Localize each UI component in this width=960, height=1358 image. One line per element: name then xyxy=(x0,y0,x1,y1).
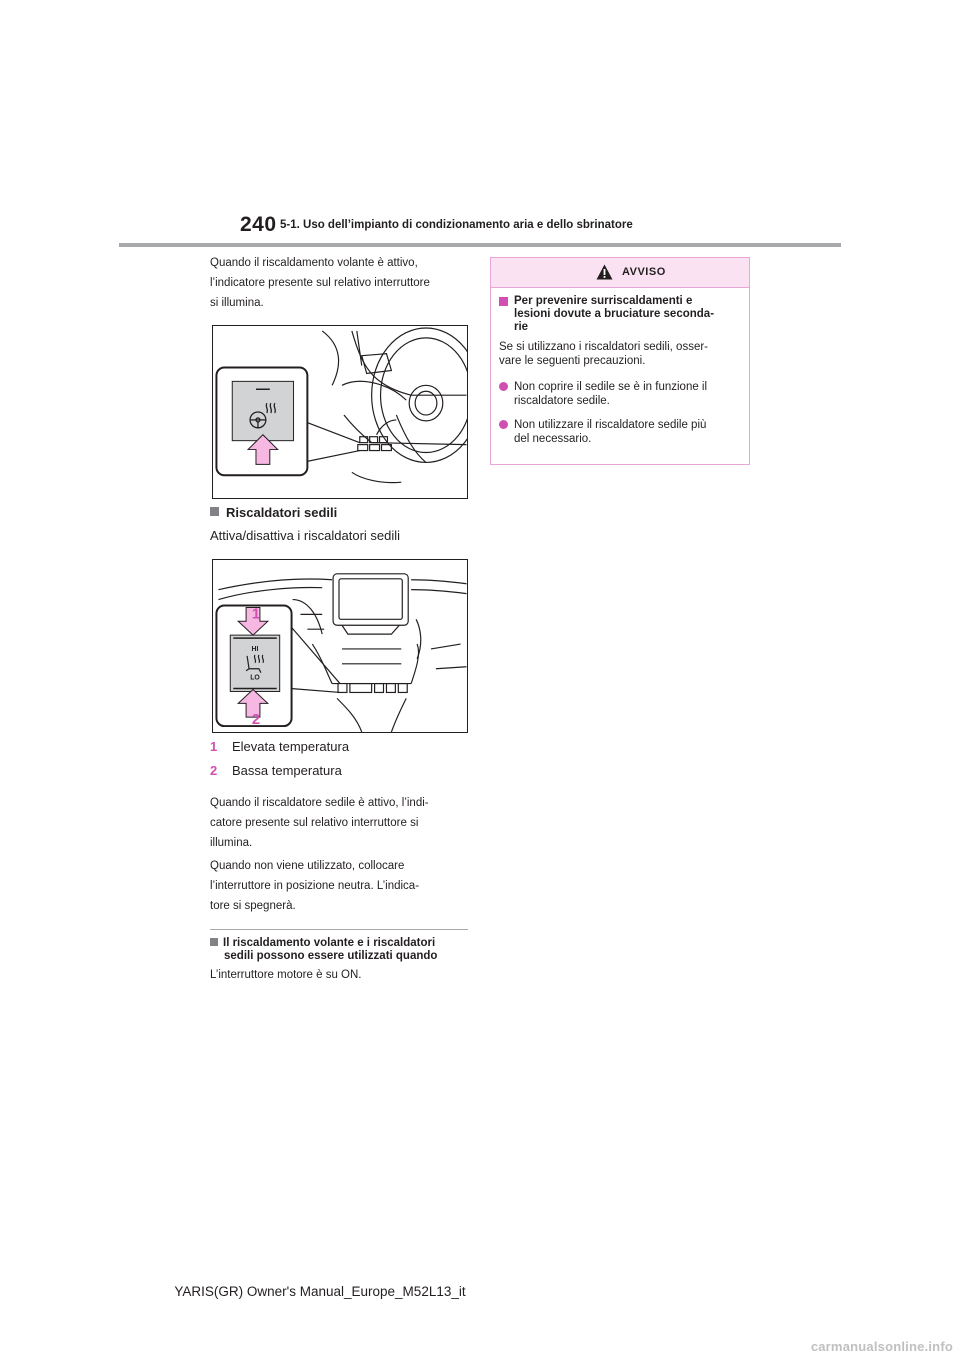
header-rule xyxy=(119,243,841,247)
warning-bullet-line: riscaldatore sedile. xyxy=(514,395,610,407)
warning-triangle-icon xyxy=(596,264,613,280)
seat-heaters-description: Attiva/disattiva i riscaldatori sedili xyxy=(210,528,401,543)
warning-bullet-line: Non utilizzare il riscaldatore sedile più xyxy=(514,419,707,431)
footer-manual-name xyxy=(0,1284,640,1299)
warning-heading-line: Per prevenire surriscaldamenti e xyxy=(514,295,693,307)
warning-heading-line: lesioni dovute a bruciature seconda- xyxy=(514,308,715,320)
square-bullet-icon xyxy=(499,297,508,306)
intro-paragraph xyxy=(210,253,470,313)
paragraph-line: catore presente sul relativo interruttore si xyxy=(210,817,419,829)
intro-line: si illumina. xyxy=(210,297,264,309)
item-text: Elevata temperatura xyxy=(232,739,350,754)
section-title: 5-1. Uso dell’impianto di condizionamento aria e dello sbrinatore xyxy=(280,219,633,231)
paragraph-line: l’interruttore in posizione neutra. L’indica- xyxy=(210,880,420,892)
seat-heater-figure xyxy=(212,559,468,733)
page-number: 240 xyxy=(240,213,277,236)
intro-line: l’indicatore presente sul relativo interruttore xyxy=(210,277,430,289)
warning-intro xyxy=(499,340,742,368)
lo-label: LO xyxy=(250,674,260,682)
hi-label: HI xyxy=(251,645,259,653)
warning-heading xyxy=(499,295,742,334)
note-heading xyxy=(210,937,472,963)
paragraph-line: Quando il riscaldatore sedile è attivo, l’indi- xyxy=(210,797,429,809)
warning-bullet xyxy=(499,418,742,446)
round-bullet-icon xyxy=(499,382,508,391)
note-description: L’interruttore motore è su ON. xyxy=(210,969,362,981)
watermark: carmanualsonline.info xyxy=(810,1339,953,1354)
warning-intro-line: Se si utilizzano i riscaldatori sedili, osser- xyxy=(499,341,708,353)
steering-heater-illustration xyxy=(213,326,467,498)
seat-heaters-heading-text: Riscaldatori sedili xyxy=(226,505,338,520)
warning-header xyxy=(491,258,749,288)
neutral-position-paragraph xyxy=(210,856,470,916)
warning-intro-line: vare le seguenti precauzioni. xyxy=(499,355,646,367)
item-number: 1 xyxy=(210,739,218,754)
warning-box xyxy=(490,257,750,465)
seat-indicator-paragraph xyxy=(210,793,470,853)
manual-name: YARIS(GR) Owner's Manual_Europe_M52L13_it xyxy=(174,1284,466,1299)
intro-line: Quando il riscaldamento volante è attivo, xyxy=(210,257,418,269)
seat-heaters-heading xyxy=(210,505,337,520)
section-divider xyxy=(210,929,468,930)
warning-bullet-line: del necessario. xyxy=(514,433,592,445)
warning-heading-line: rie xyxy=(514,321,529,333)
item-number: 2 xyxy=(210,763,218,778)
round-bullet-icon xyxy=(499,420,508,429)
warning-bullet-line: Non coprire il sedile se è in funzione il xyxy=(514,381,708,393)
warning-heading-text xyxy=(514,295,714,334)
list-item xyxy=(210,763,342,778)
note-heading-line: Il riscaldamento volante e i riscaldatori xyxy=(223,937,436,949)
callout-label-2: 2 xyxy=(251,712,261,729)
paragraph-line: illumina. xyxy=(210,837,253,849)
paragraph-line: Quando non viene utilizzato, collocare xyxy=(210,860,405,872)
callout-label-1: 1 xyxy=(251,606,261,623)
warning-title: AVVISO xyxy=(622,266,666,278)
square-bullet-icon xyxy=(210,938,218,946)
list-item xyxy=(210,739,349,754)
item-text: Bassa temperatura xyxy=(232,763,342,778)
steering-heater-figure xyxy=(212,325,468,499)
seat-heater-illustration xyxy=(213,560,467,732)
warning-bullet xyxy=(499,380,742,408)
note-heading-line: sedili possono essere utilizzati quando xyxy=(224,950,438,962)
square-bullet-icon xyxy=(210,507,219,516)
warning-body xyxy=(491,288,749,446)
paragraph-line: tore si spegnerà. xyxy=(210,900,296,912)
